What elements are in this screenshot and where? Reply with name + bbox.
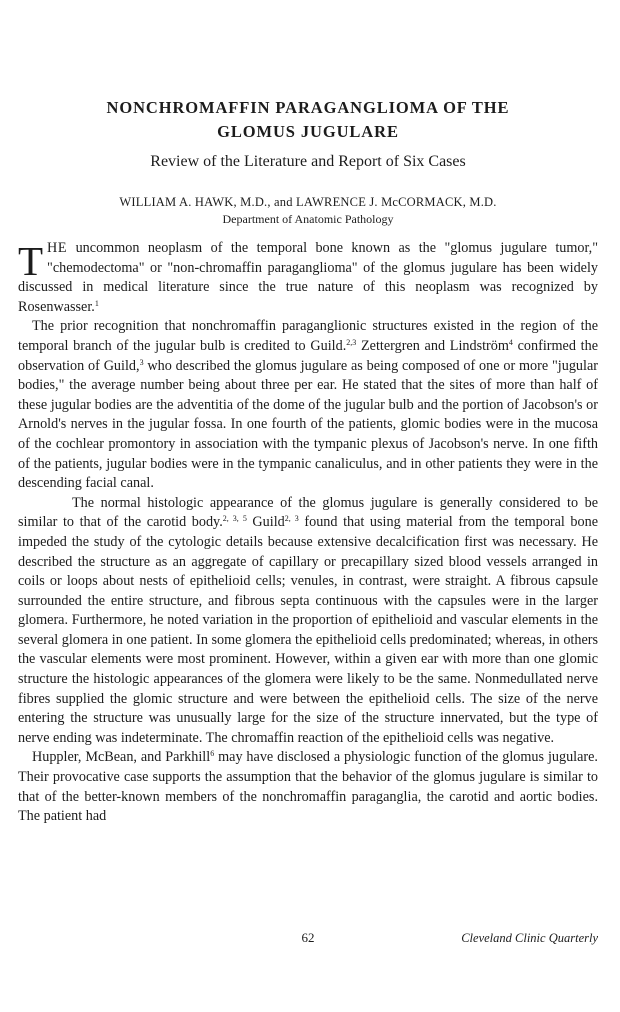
title-line-1: NONCHROMAFFIN PARAGANGLIOMA OF THE (106, 98, 510, 117)
reference-marker: 4 (508, 337, 513, 347)
paragraph-3-text: found that using material from the temporal bone impeded the study of the cytologic details because extensive decalcification first was necessary. He described the structure as an aggregate of capillary or precapillary sized blood vessels arranged in coils or loops about nests of epithelioid cells; venules, in contrast, were straight. A fibrous capsule surrounded the entire structure, and fibrous septa continuous with the capsules were in the larger glomera. Furthermore, he noted variation in the proportion of epithelioid and vascular elements in the several glomera in one patient. In some glomera the epithelioid cells predominated; whereas, in others the vascular elements were most prominent. However, within a given ear with more than one glomic structure the histologic appearances of the glomera were likely to be the same. Nonmedullated nerve fibres supplied the glomic structure and were between the epithelioid cells. The size of the nerve entering the structure was unusually large for the size of the structure innervated, but the type of nerve ending was indeterminate. The chromaffin reaction of the epithelioid cells was negative. (18, 514, 598, 746)
drop-cap: T (18, 238, 44, 284)
title-line-2: GLOMUS JUGULARE (217, 122, 399, 141)
reference-marker: 2, 3, 5 (222, 514, 247, 524)
reference-marker: 2,3 (346, 337, 357, 347)
article-body (18, 239, 598, 827)
paragraph-3-text: Guild (246, 514, 285, 531)
paragraph-2-text: Zettergren and Lindström (356, 337, 509, 354)
article-authors: WILLIAM A. HAWK, M.D., and LAWRENCE J. McCORMACK, M.D. (119, 195, 497, 209)
paragraph-3-text: The normal histologic appearance of the glomus jugulare is generally considered to be similar to that of the carotid body. (18, 494, 598, 531)
page-footer (18, 930, 598, 950)
reference-marker: 3 (139, 357, 144, 367)
lead-word: HE (47, 240, 68, 256)
paragraph-1 (18, 239, 598, 317)
reference-marker: 6 (210, 749, 215, 759)
paragraph-2-text: confirmed the observation of Guild, (18, 337, 598, 374)
author-department: Department of Anatomic Pathology (222, 212, 394, 226)
paragraph-2-text: The prior recognition that nonchromaffin paraganglionic structures existed in the region of the temporal branch of the jugular bulb is credited to Guild. (18, 318, 598, 354)
paragraph-4-text: may have disclosed a physiologic function of the glomus jugulare. Their provocative case supports the assumption that the behavior of the glomus jugulare is similar to that of the better-known members of the nonchromaffin paraganglia, the carotid and aortic bodies. The patient had (18, 749, 598, 825)
paragraph-4-text: Huppler, McBean, and Parkhill (32, 749, 211, 766)
journal-name: Cleveland Clinic Quarterly (461, 931, 598, 945)
paragraph-4 (18, 748, 598, 826)
paragraph-2-text: who described the glomus jugulare as being composed of one or more "jugular bodies," the average number being about three per ear. He stated that the sites of more than half of these jugular bodies are the adventitia of the dome of the jugular bulb and the portion of Jacobson's or Arnold's nerves in the jugular fossa. In one fourth of the patients, glomic bodies were in the mucosa of the cochlear promontory in association with the tympanic plexus of Jacobson's nerve. In one fifth of the patients, jugular bodies were in the tympanic canaliculus, and in other patients they were in the descending facial canal. (18, 357, 598, 492)
reference-marker: 2, 3 (284, 514, 299, 524)
article-subtitle: Review of the Literature and Report of Six Cases (150, 153, 466, 170)
reference-marker: 1 (94, 298, 99, 308)
paragraph-1-text: uncommon neoplasm of the temporal bone known as the "glomus jugulare tumor," "chemodectoma" or "non-chromaffin paraganglioma" of the glomus jugulare has been widely discussed in medical literature since the true nature of this neoplasm was recognized by Rosenwasser. (18, 240, 598, 315)
paragraph-3 (18, 494, 598, 749)
paragraph-2 (18, 317, 598, 493)
article-title (18, 96, 598, 144)
page-number: 62 (301, 930, 315, 945)
